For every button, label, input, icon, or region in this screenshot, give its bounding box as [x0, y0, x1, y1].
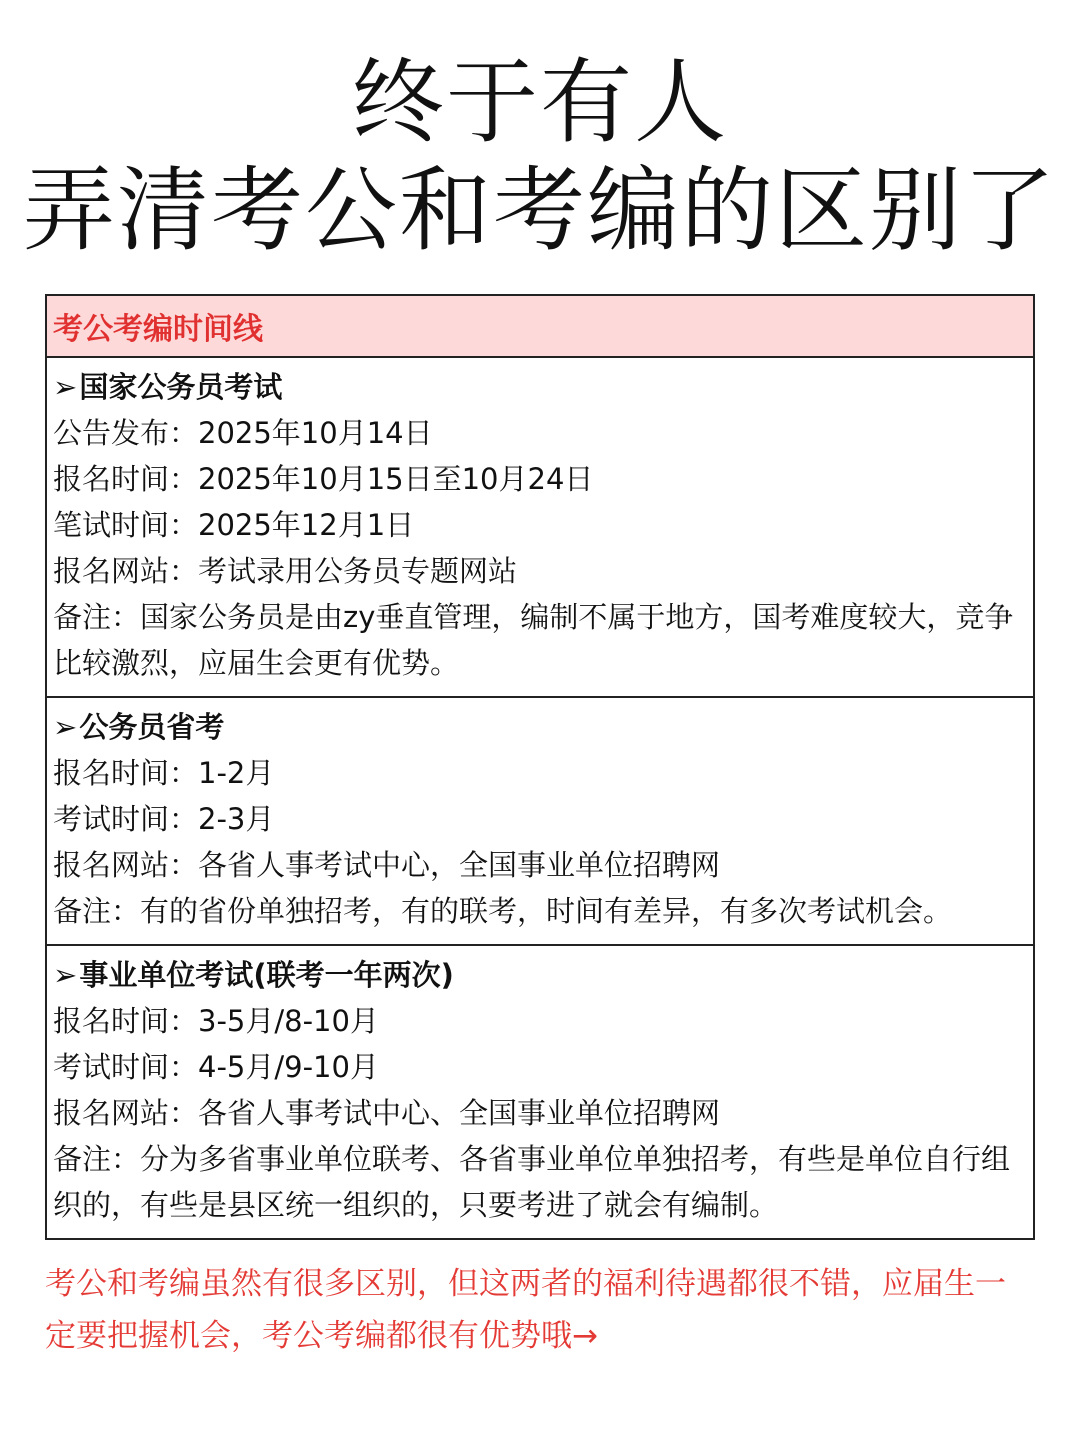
section-title-text: 公务员省考 — [79, 710, 225, 744]
timeline-table-header: 考公考编时间线 — [47, 296, 1033, 358]
section-title — [53, 364, 1027, 410]
row-registration-time: 报名时间：3-5月/8-10月 — [53, 1004, 379, 1038]
row-registration-website: 报名网站：各省人事考试中心、全国事业单位招聘网 — [53, 1096, 721, 1130]
timeline-table — [45, 294, 1035, 1240]
section-public-institution-exam — [47, 944, 1033, 1238]
row-announcement-date: 公告发布：2025年10月14日 — [53, 416, 433, 450]
page-title-line-1: 终于有人 — [351, 49, 728, 156]
section-title-text: 事业单位考试(联考一年两次) — [79, 958, 454, 992]
arrow-icon: ➢ — [53, 958, 78, 992]
row-note: 备注：国家公务员是由zy垂直管理，编制不属于地方，国考难度较大，竞争比较激烈，应届生会更有优势。 — [53, 600, 1014, 680]
section-title — [53, 704, 1027, 750]
section-title-text: 国家公务员考试 — [79, 370, 283, 404]
row-exam-time: 考试时间：2-3月 — [53, 802, 275, 836]
row-registration-time: 报名时间：2025年10月15日至10月24日 — [53, 462, 594, 496]
section-title — [53, 952, 1027, 998]
arrow-icon: ➢ — [53, 710, 78, 744]
footer-note: 考公和考编虽然有很多区别，但这两者的福利待遇都很不错，应届生一定要把握机会，考公考编都很有优势哦→ — [45, 1266, 1006, 1354]
section-national-exam — [47, 358, 1033, 696]
arrow-icon: ➢ — [53, 370, 78, 404]
page-title-line-2: 弄清考公和考编的区别了 — [22, 157, 1057, 264]
row-written-exam-time: 笔试时间：2025年12月1日 — [53, 508, 415, 542]
row-registration-time: 报名时间：1-2月 — [53, 756, 275, 790]
section-provincial-exam — [47, 696, 1033, 944]
row-note: 备注：有的省份单独招考，有的联考，时间有差异，有多次考试机会。 — [53, 894, 953, 928]
row-exam-time: 考试时间：4-5月/9-10月 — [53, 1050, 379, 1084]
row-registration-website: 报名网站：考试录用公务员专题网站 — [53, 554, 518, 588]
row-registration-website: 报名网站：各省人事考试中心，全国事业单位招聘网 — [53, 848, 721, 882]
row-note: 备注：分为多省事业单位联考、各省事业单位单独招考，有些是单位自行组织的，有些是县区统一组织的，只要考进了就会有编制。 — [53, 1142, 1011, 1222]
